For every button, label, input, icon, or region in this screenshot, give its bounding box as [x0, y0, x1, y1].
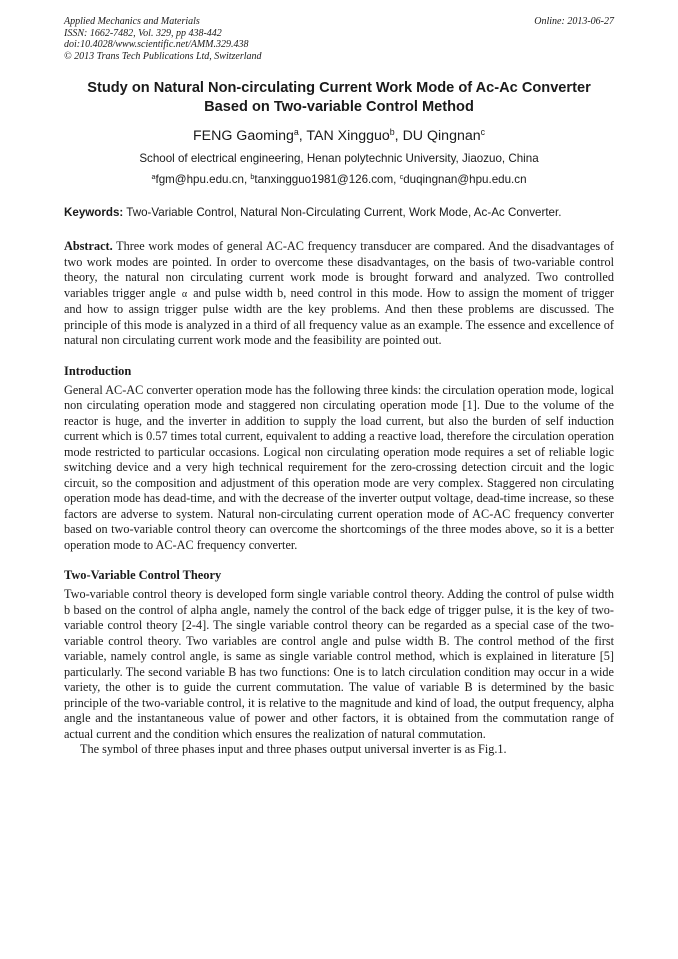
- copyright-line: © 2013 Trans Tech Publications Ltd, Switzerland: [64, 50, 262, 62]
- email-separator: ,: [243, 173, 251, 187]
- email-mark: c: [399, 172, 404, 182]
- section-heading-introduction: Introduction: [64, 363, 132, 378]
- author-separator: ,: [394, 128, 403, 145]
- abstract-text-part-2: and pulse width b, need control in this mode. How to assign the moment of trigger and how to assign trigger pulse width are the key problems. And then these problems are discussed. The principle of this mode is analyzed in a third of all frequency value as an example. The essence and excellence of natural non circulating current work mode and the feasibility are pointed out.: [64, 285, 615, 348]
- author: [193, 128, 306, 144]
- email-item[interactable]: [400, 173, 527, 186]
- title-line-2: Based on Two-variable Control Method: [204, 99, 474, 116]
- email-mark: b: [250, 172, 255, 182]
- author-mark: b: [389, 127, 395, 138]
- alpha-symbol: α: [181, 288, 188, 300]
- author-name: DU Qingnan: [402, 128, 481, 145]
- author-mark: c: [480, 127, 486, 138]
- keywords-label: Keywords:: [64, 206, 124, 220]
- author-list: [64, 127, 614, 145]
- abstract-text-part-1: Three work modes of general AC-AC frequency transducer are compared. And the disadvantages of two work modes are pointed. In order to overcome these disadvantages, on the basis of two-variable control theory, the natural non circulating current work mode is brought forward and analyzed. Two controlled variables trigger angle: [64, 239, 614, 300]
- email-mark: a: [151, 172, 156, 182]
- email-separator: ,: [393, 173, 400, 187]
- email-item[interactable]: [151, 173, 250, 186]
- journal-header: [64, 16, 614, 62]
- doi-line: doi:10.4028/www.scientific.net/AMM.329.438: [64, 39, 249, 51]
- issn-line: ISSN: 1662-7482, Vol. 329, pp 438-442: [64, 27, 222, 39]
- author-name: TAN Xingguo: [306, 128, 390, 145]
- abstract-label: Abstract.: [64, 239, 113, 254]
- author: [306, 128, 402, 144]
- email-address[interactable]: duqingnan@hpu.edu.cn: [403, 173, 527, 187]
- email-address[interactable]: tanxingguo1981@126.com: [254, 173, 394, 187]
- keywords: [64, 205, 614, 220]
- paper-title: [64, 79, 614, 117]
- introduction-paragraph: General AC-AC converter operation mode has the following three kinds: the circulation operation mode, logical non circulating operation mode and staggered non circulating operation mode [1]. Due to the volume of the reactor is huge, and the inverter in addition to supply the load current, but also the burden of self induction current which is 0.57 times total current, equivalent to adding a reactive load, therefore the circulation operation mode restricted to particular occasions. Logical non circulating operation mode requires a set of reliable logic switching device and a very high technical requirement for the zero-crossing detection circuit and the logic circuit, so the composition and adjustment of this operation mode are very complex. Staggered non circulating operation mode has dead-time, and with the decrease of the inverter output voltage, dead-time increase, so these factors are adverse to system. Natural non-circulating current operation mode of AC-AC frequency converter based on two-variable control theory can overcome the shortcomings of the three modes above, so it is a better operation mode to AC-AC frequency converter.: [64, 382, 614, 552]
- affiliation: School of electrical engineering, Henan polytechnic University, Jiaozuo, China: [139, 152, 539, 166]
- email-item[interactable]: [250, 173, 399, 186]
- title-line-1: Study on Natural Non-circulating Current Work Mode of Ac-Ac Converter: [87, 80, 591, 97]
- author-separator: ,: [298, 128, 307, 145]
- section-heading-two-variable-control-theory: Two-Variable Control Theory: [64, 568, 222, 583]
- theory-paragraph: Two-variable control theory is developed form single variable control theory. Adding the control of pulse width b based on the control of alpha angle, namely the control of the back edge of trigger pulse, it is the key of two-variable control theory [2-4]. The single variable control theory can be regarded as a special case of the two-variable control theory. Two variables are control angle and pulse width B. The control method of the first variable, namely control angle, is same as single variable control method, which is explained in literature [5] particularly. The second variable B has two functions: One is to latch circulation condition may occur in a wide variety, the other is to guide the current commutation. The value of variable B is determined by the basic principle of the two-variable control, it is relative to the magnitude and kind of load, the output frequency, alpha angle and the instantaneous value of power and other factors, it is obtained from the commutation range of actual current and the condition which ensures the realization of natural commutation.: [64, 587, 614, 741]
- author-name: FENG Gaoming: [192, 128, 294, 145]
- journal-name: Applied Mechanics and Materials: [64, 16, 200, 27]
- abstract: [64, 239, 614, 349]
- author: [403, 128, 485, 144]
- email-address[interactable]: fgm@hpu.edu.cn: [155, 173, 244, 187]
- online-date: Online: 2013-06-27: [534, 16, 614, 27]
- author-mark: a: [293, 127, 299, 138]
- keywords-text: Two-Variable Control, Natural Non-Circulating Current, Work Mode, Ac-Ac Converter.: [123, 206, 562, 220]
- email-list: [64, 172, 614, 187]
- figure-reference-sentence: The symbol of three phases input and three phases output universal inverter is as Fig.1.: [80, 742, 507, 757]
